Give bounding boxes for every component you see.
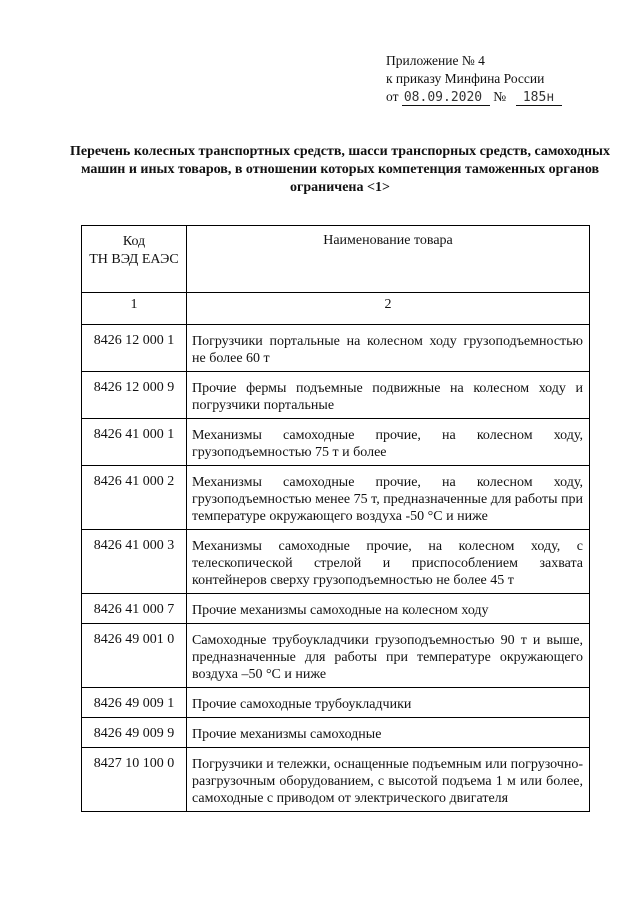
order-date-field [402, 89, 490, 106]
goods-name-cell: Погрузчики и тележки, оснащенные подъемным или погрузочно-разгрузочным оборудованием, с высотой подъема 1 м или более, самоходные с приводом от электрического двигателя [187, 748, 590, 812]
goods-table [81, 225, 590, 812]
goods-name-cell: Механизмы самоходные прочие, на колесном ходу, грузоподъемностью менее 75 т, предназначенные для работы при температуре окружающего воздуха -50 °С и ниже [187, 466, 590, 530]
column-index-row [82, 293, 590, 325]
hs-code-cell: 8426 49 009 9 [82, 718, 187, 748]
hs-code-cell: 8426 12 000 9 [82, 372, 187, 419]
table-row [82, 419, 590, 466]
hs-code-cell: 8426 41 000 1 [82, 419, 187, 466]
goods-name-cell: Погрузчики портальные на колесном ходу грузоподъемностью не более 60 т [187, 325, 590, 372]
hs-code-cell: 8427 10 100 0 [82, 748, 187, 812]
document-title: Перечень колесных транспортных средств, шасси транспорных средств, самоходных машин и иных товаров, в отношении которых компетенция таможенных органов ограничена <1> [70, 144, 610, 195]
date-prefix: от [386, 89, 399, 104]
table-row [82, 372, 590, 419]
hs-code-cell: 8426 49 009 1 [82, 688, 187, 718]
col-header-name: Наименование товара [187, 226, 590, 293]
order-number-field [516, 89, 562, 106]
col-header-code-line-1: Код [122, 234, 146, 249]
hs-code-cell: 8426 41 000 2 [82, 466, 187, 530]
appendix-line-2: к приказу Минфина России [386, 71, 545, 86]
table-row [82, 748, 590, 812]
appendix-line-1: Приложение № 4 [386, 53, 485, 68]
table-row [82, 718, 590, 748]
col-header-code-line-2: ТН ВЭД ЕАЭС [89, 252, 179, 267]
table-row [82, 325, 590, 372]
table-header-row [82, 226, 590, 293]
table-row [82, 530, 590, 594]
hs-code-cell: 8426 12 000 1 [82, 325, 187, 372]
hs-code-cell: 8426 41 000 3 [82, 530, 187, 594]
appendix-block [386, 52, 562, 106]
col-header-code [82, 226, 187, 293]
table-row [82, 624, 590, 688]
column-index-2: 2 [187, 293, 590, 325]
goods-name-cell: Прочие механизмы самоходные [187, 718, 590, 748]
order-date-number-line [386, 88, 562, 106]
goods-name-cell: Прочие самоходные трубоукладчики [187, 688, 590, 718]
table-row [82, 688, 590, 718]
hs-code-cell: 8426 49 001 0 [82, 624, 187, 688]
column-index-1: 1 [82, 293, 187, 325]
order-date-value: 08.09.2020 [403, 90, 483, 105]
hs-code-cell: 8426 41 000 7 [82, 594, 187, 624]
table-row [82, 466, 590, 530]
goods-name-cell: Прочие фермы подъемные подвижные на колесном ходу и погрузчики портальные [187, 372, 590, 419]
table-row [82, 594, 590, 624]
goods-name-cell: Механизмы самоходные прочие, на колесном ходу, грузоподъемностью 75 т и более [187, 419, 590, 466]
goods-name-cell: Механизмы самоходные прочие, на колесном ходу, с телескопической стрелой и приспособлением захвата контейнеров сверху грузоподъемностью не более 45 т [187, 530, 590, 594]
goods-name-cell: Самоходные трубоукладчики грузоподъемностью 90 т и выше, предназначенные для работы при температуре окружающего воздуха –50 °С и ниже [187, 624, 590, 688]
goods-name-cell: Прочие механизмы самоходные на колесном ходу [187, 594, 590, 624]
order-number-value: 185н [522, 90, 555, 105]
number-prefix: № [493, 89, 507, 104]
